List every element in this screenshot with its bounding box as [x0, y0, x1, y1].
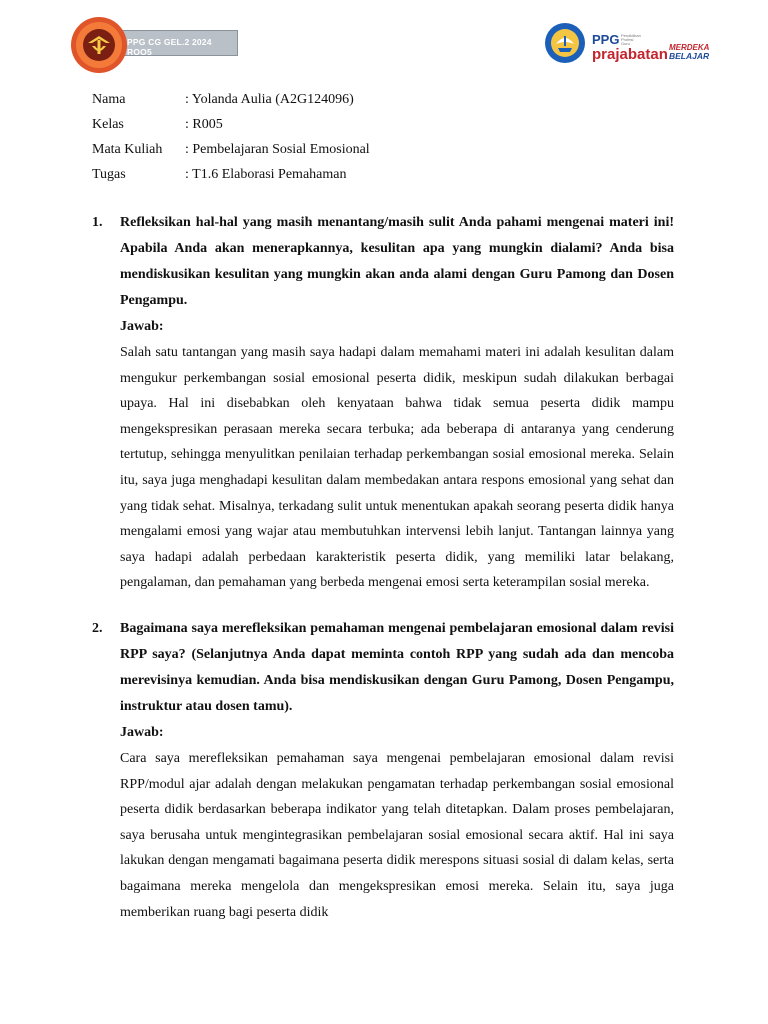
ppg-logo-text: PPG — [592, 32, 620, 47]
identity-label: Nama — [92, 92, 126, 107]
question-text: Refleksikan hal-hal yang masih menantang/masih sulit Anda pahami mengenai materi ini! Apabila Anda akan menerapkannya, kesulitan apa yang mungkin dialami? Anda bisa mendiskusikan kesulitan yang mungkin akan anda alami dengan Guru Pamong dan Dosen Pengampu. — [120, 215, 674, 308]
question-list — [92, 210, 674, 945]
question-item — [92, 210, 674, 596]
student-identity — [92, 87, 370, 187]
program-banner-text: PPG CG GEL.2 2024 ROO5 — [127, 37, 212, 57]
identity-label: Mata Kuliah — [92, 142, 163, 157]
question-number: 2. — [92, 620, 103, 636]
merdeka-logo-text: MERDEKA — [669, 43, 710, 52]
identity-value: : R005 — [185, 117, 223, 132]
answer-label: Jawab: — [120, 724, 164, 740]
identity-label: Kelas — [92, 117, 124, 132]
answer-text: Salah satu tantangan yang masih saya hadapi dalam memahami materi ini adalah kesulitan dalam mengukur perkembangan sosial emosional peserta didik, meskipun sudah dilakukan berbagai upaya. Hal ini disebabkan oleh kenyataan bahwa tidak semua peserta didik mampu mengekspresikan perasaan mereka secara terbuka; ada beberapa di antaranya yang cenderung tertutup, sehingga menyulitkan penilaian terhadap perkembangan sosial emosional mereka. Selain itu, saya juga menghadapi kesulitan dalam membedakan antara respons emosional yang sehat dan yang tidak sehat. Misalnya, terkadang sulit untuk menentukan apakah seorang peserta didik hanya mengalami emosi yang wajar atau membutuhkan intervensi lebih lanjut. Tantangan lainnya yang saya hadapi adalah perbedaan karakteristik peserta didik, yang memiliki latar belakang, pengalaman, dan pemahaman yang berbeda mengenai emosi serta keterampilan sosial mereka. — [120, 345, 674, 591]
answer-label: Jawab: — [120, 319, 164, 334]
ppg-subtitle: Pendidikan Profesi Guru — [621, 33, 641, 46]
question-text: Bagaimana saya merefleksikan pemahaman mengenai pembelajaran emosional dalam revisi RPP saya? (Selanjutnya Anda dapat meminta contoh RPP yang sudah ada dan mencoba merevisinya kemudian. Anda bisa mendiskusikan dengan Guru Pamong, Dosen Pengampu, instruktur atau dosen tamu). — [120, 620, 674, 714]
identity-row-course — [92, 137, 370, 162]
question-body — [120, 210, 674, 596]
identity-row-class — [92, 112, 370, 137]
question-body — [120, 616, 674, 925]
program-banner — [110, 30, 238, 56]
identity-row-name — [92, 87, 370, 112]
identity-value: : Pembelajaran Sosial Emosional — [185, 142, 370, 157]
identity-value: : T1.6 Elaborasi Pemahaman — [185, 167, 347, 182]
header-left-logo-group — [70, 16, 240, 74]
header-right-logo-group — [544, 20, 714, 68]
question-number: 1. — [92, 215, 103, 230]
answer-text: Cara saya merefleksikan pemahaman saya mengenai pembelajaran emosional dalam revisi RPP/modul ajar adalah dengan melakukan pengamatan terhadap perkembangan sosial emosional peserta didik berdasarkan beberapa indikator yang telah ditetapkan. Dalam proses pembelajaran, saya berusaha untuk mengintegrasikan pembelajaran sosial emosional secara aktif. Hal ini saya lakukan dengan mengamati bagaimana peserta didik merespons situasi sosial di dalam kelas, serta bagaimana mereka mengelola dan mengekspresikan emosi mereka. Selain itu, saya juga memberikan ruang bagi peserta didik — [120, 750, 674, 920]
university-logo-icon — [70, 16, 128, 74]
identity-row-task — [92, 162, 370, 187]
kemendikbud-logo-icon — [544, 22, 586, 64]
identity-label: Tugas — [92, 167, 126, 182]
belajar-logo-text: BELAJAR — [669, 51, 710, 61]
identity-value: : Yolanda Aulia (A2G124096) — [185, 92, 354, 107]
question-item — [92, 616, 674, 925]
prajabatan-logo-text: prajabatan — [592, 46, 668, 63]
